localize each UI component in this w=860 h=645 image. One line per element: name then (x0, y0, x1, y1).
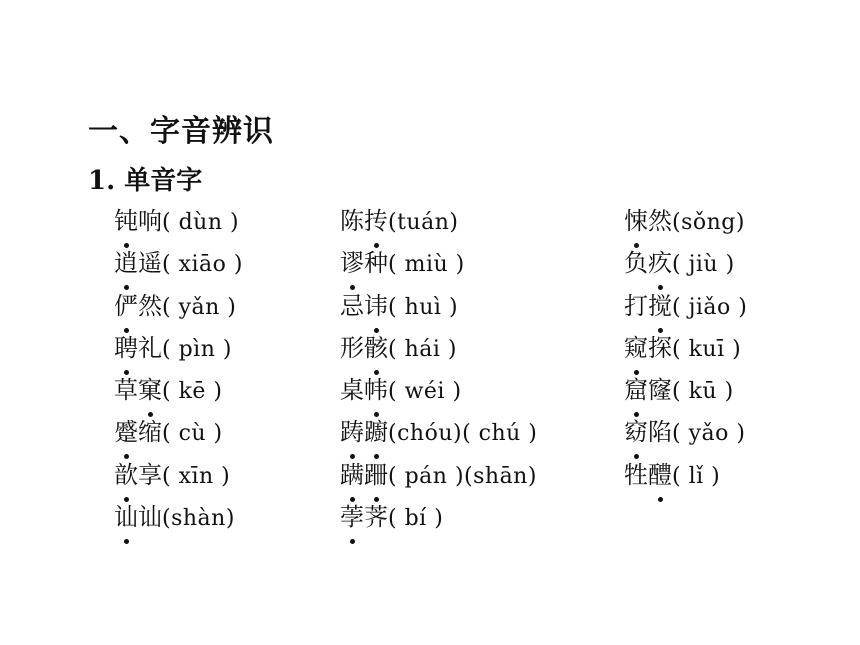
vocab-entry (340, 497, 630, 539)
emphasized-character: 骸 (364, 328, 388, 368)
vocab-pinyin: ( xīn ) (162, 463, 231, 489)
subsection-heading: 1. 单音字 (88, 166, 203, 196)
vocab-word (114, 286, 162, 326)
vocab-word (340, 455, 388, 495)
vocab-word (340, 201, 388, 241)
character: 窿 (648, 376, 672, 405)
vocab-pinyin: (shàn) (162, 506, 235, 532)
emphasized-character: 抟 (364, 201, 388, 241)
vocab-word (114, 370, 162, 410)
character: 探 (648, 333, 672, 362)
vocab-entry (340, 286, 630, 328)
character: 享 (138, 460, 162, 489)
section-heading: 一、字音辨识 (88, 114, 274, 149)
vocab-word (624, 286, 672, 326)
vocab-word (114, 497, 162, 537)
vocab-entry (624, 370, 860, 412)
vocab-pinyin: ( miù ) (388, 252, 465, 278)
vocab-pinyin: ( yǎo ) (672, 421, 746, 447)
vocab-pinyin: ( kuī ) (672, 336, 742, 362)
emphasized-character: 讪 (114, 497, 138, 537)
vocab-entry (624, 412, 860, 454)
emphasized-character: 疚 (648, 243, 672, 283)
vocab-word (340, 370, 388, 410)
emphasized-character: 蹙 (114, 412, 138, 452)
vocab-pinyin: (chóu)( chú ) (388, 421, 538, 447)
vocab-word (624, 370, 672, 410)
vocab-pinyin: ( jiù ) (672, 252, 735, 278)
vocab-pinyin: ( cù ) (162, 421, 223, 447)
character: 然 (648, 207, 672, 235)
vocab-pinyin: ( yǎn ) (162, 294, 237, 320)
emphasized-character: 俨 (114, 286, 138, 326)
emphasized-character: 窟 (624, 370, 648, 410)
emphasized-character: 讳 (364, 286, 388, 326)
word-column-3 (624, 201, 860, 497)
character: 讪 (138, 503, 162, 532)
vocab-word (340, 412, 388, 452)
vocab-word (114, 201, 162, 241)
vocab-pinyin: ( xiāo ) (162, 252, 243, 278)
vocab-entry (624, 201, 860, 243)
vocab-pinyin: ( jiǎo ) (672, 294, 748, 320)
emphasized-character: 跚 (364, 455, 388, 495)
emphasized-character: 荸 (340, 497, 364, 537)
vocab-word (624, 412, 672, 452)
emphasized-character: 蹒 (340, 455, 364, 495)
vocab-pinyin: ( hái ) (388, 336, 457, 362)
emphasized-character: 窈 (624, 412, 648, 452)
emphasized-character: 帏 (364, 370, 388, 410)
character: 牲 (624, 460, 648, 489)
vocab-word (340, 497, 388, 537)
vocab-entry (340, 328, 630, 370)
vocab-entry (624, 328, 860, 370)
emphasized-character: 醴 (648, 455, 672, 495)
vocab-pinyin: ( pán )(shān) (388, 463, 537, 489)
character: 草 (114, 376, 138, 405)
word-column-2 (340, 201, 630, 539)
vocab-word (624, 243, 672, 283)
vocab-pinyin: ( lǐ ) (672, 463, 721, 489)
vocab-entry (340, 412, 630, 454)
character: 负 (624, 249, 648, 278)
vocab-pinyin: ( bí ) (388, 506, 444, 532)
vocab-pinyin: ( kē ) (162, 379, 223, 405)
emphasized-character: 钝 (114, 201, 138, 241)
emphasized-character: 悚 (624, 201, 648, 241)
vocab-entry (624, 286, 860, 328)
vocab-pinyin: ( pìn ) (162, 336, 232, 362)
character: 陈 (340, 207, 364, 235)
vocab-entry (340, 455, 630, 497)
character: 荠 (364, 503, 388, 532)
vocab-word (624, 455, 672, 495)
vocab-word (624, 328, 672, 368)
vocab-entry (624, 455, 860, 497)
vocab-pinyin: ( huì ) (388, 294, 459, 320)
emphasized-character: 窠 (138, 370, 162, 410)
emphasized-character: 搅 (648, 286, 672, 326)
vocab-word (340, 286, 388, 326)
emphasized-character: 窥 (624, 328, 648, 368)
vocab-pinyin: (sǒng) (672, 210, 745, 235)
character: 然 (138, 291, 162, 320)
vocab-word (114, 328, 162, 368)
character: 种 (364, 249, 388, 278)
vocab-word (114, 243, 162, 283)
emphasized-character: 歆 (114, 455, 138, 495)
vocab-pinyin: ( kū ) (672, 379, 734, 405)
vocab-word (114, 455, 162, 495)
character: 遥 (138, 249, 162, 278)
emphasized-character: 踌 (340, 412, 364, 452)
vocab-word (624, 201, 672, 241)
character: 缩 (138, 418, 162, 447)
vocab-pinyin: ( wéi ) (388, 379, 462, 405)
vocab-pinyin: ( dùn ) (162, 210, 240, 235)
character: 响 (138, 207, 162, 235)
vocab-word (340, 243, 388, 283)
vocab-entry (340, 370, 630, 412)
character: 忌 (340, 291, 364, 320)
character: 桌 (340, 376, 364, 405)
vocab-word (340, 328, 388, 368)
vocab-entry (340, 243, 630, 285)
vocab-entry (624, 243, 860, 285)
character: 形 (340, 333, 364, 362)
character: 礼 (138, 333, 162, 362)
emphasized-character: 逍 (114, 243, 138, 283)
emphasized-character: 躕 (364, 412, 388, 452)
emphasized-character: 聘 (114, 328, 138, 368)
character: 打 (624, 291, 648, 320)
vocab-word (114, 412, 162, 452)
vocab-pinyin: (tuán) (388, 210, 459, 235)
character: 陷 (648, 418, 672, 447)
vocab-entry (340, 201, 630, 243)
emphasized-character: 谬 (340, 243, 364, 283)
